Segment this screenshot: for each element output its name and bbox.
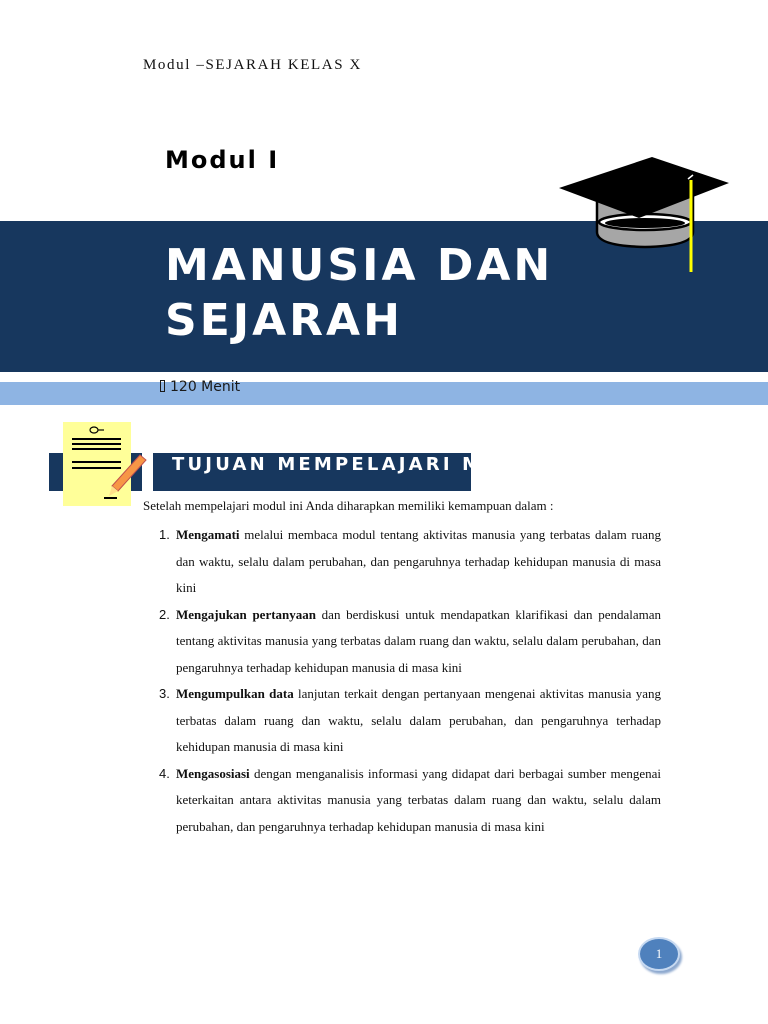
list-item-text: dan berdiskusi untuk mendapatkan klarifikasi dan pendalaman tentang aktivitas manusia yang terbatas dalam ruang dan waktu, selalu dalam perubahan, dan pengaruhnya terhadap kehidupan manusia di masa kini <box>176 606 662 675</box>
duration-text: 120 Menit <box>170 379 241 395</box>
list-item <box>143 522 661 602</box>
list-item-keyword: Mengumpulkan data <box>176 686 294 701</box>
list-item-keyword: Mengamati <box>176 527 240 542</box>
intro-text: Setelah mempelajari modul ini Anda diharapkan memiliki kemampuan dalam : <box>143 498 554 513</box>
list-item-text: melalui membaca modul tentang aktivitas manusia yang terbatas dalam ruang dan waktu, selalu dalam perubahan, dan pengaruhnya terhadap kehidupan manusia di masa kini <box>176 527 661 595</box>
list-item-keyword: Mengasosiasi <box>176 765 250 781</box>
note-pencil-icon <box>62 421 148 507</box>
list-item <box>143 681 661 761</box>
module-title <box>165 238 585 348</box>
list-item <box>143 761 661 841</box>
list-item-number: 2. <box>159 606 170 622</box>
page-number-badge: 1 <box>638 937 680 971</box>
list-item <box>143 602 661 682</box>
clock-icon <box>160 380 165 392</box>
list-item-text: dengan menganalisis informasi yang didapat dari berbagai sumber mengenai keterkaitan antara aktivitas manusia yang terbatas dalam ruang dan waktu, selalu dalam perubahan, dan pengaruhnya terhadap kehidupan manusia di masa kini <box>176 765 661 834</box>
list-item-keyword: Mengajukan pertanyaan <box>176 606 317 622</box>
duration <box>160 379 240 395</box>
module-title-line-1: MANUSIA DAN <box>165 240 554 291</box>
section-title: TUJUAN MEMPELAJARI MODUL <box>172 454 553 475</box>
objectives-list <box>143 522 661 840</box>
module-label: Modul I <box>165 146 280 174</box>
list-item-number: 1. <box>159 527 170 542</box>
page-header: Modul –SEJARAH KELAS X <box>143 57 362 73</box>
graduation-cap-icon <box>557 150 733 276</box>
module-title-line-2: SEJARAH <box>165 295 403 346</box>
list-item-number: 4. <box>159 765 170 781</box>
list-item-text: lanjutan terkait dengan pertanyaan mengenai aktivitas manusia yang terbatas dalam ruang dan waktu, selalu dalam perubahan, dan pengaruhnya terhadap kehidupan manusia di masa kini <box>176 686 661 754</box>
duration-band <box>0 382 768 405</box>
list-item-number: 3. <box>159 686 170 701</box>
